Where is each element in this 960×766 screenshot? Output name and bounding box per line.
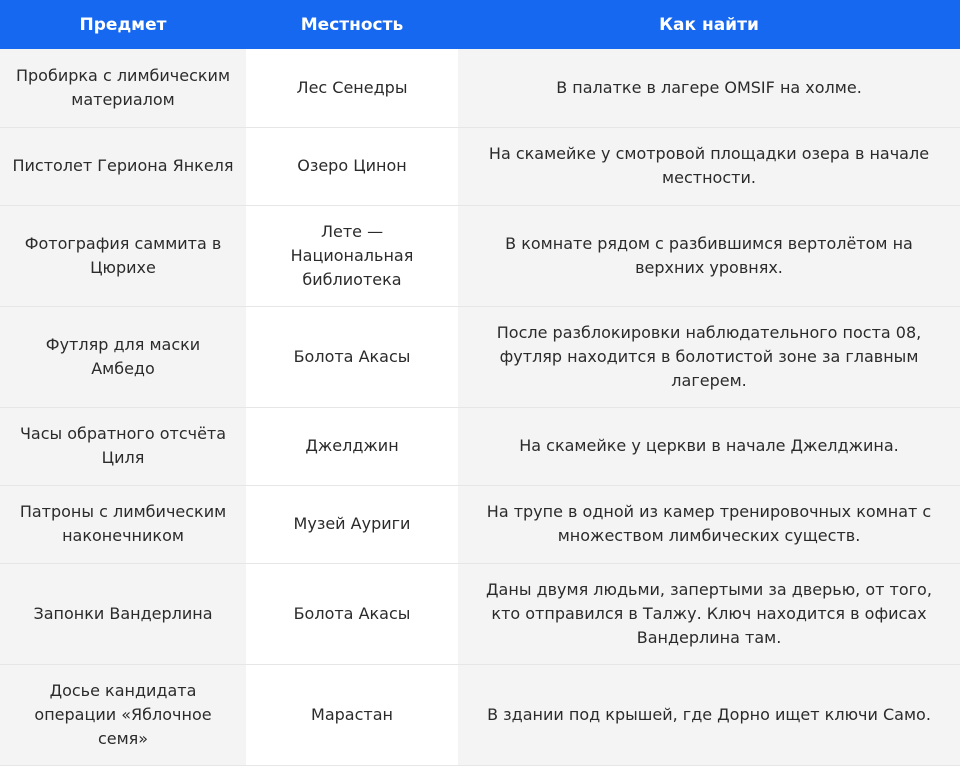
header-item: Предмет [79,14,167,35]
cell-place: Болота Акасы [246,563,458,664]
cell-how: В здании под крышей, где Дорно ищет ключи Само. [458,664,960,765]
cell-how: В палатке в лагере OMSIF на холме. [458,49,960,127]
table-row [0,563,960,664]
cell-item: Досье кандидата операции «Яблочное семя» [0,664,246,765]
table-row [0,485,960,563]
table-row [0,127,960,205]
table-row [0,664,960,765]
table-row [0,49,960,127]
table-row [0,306,960,407]
cell-item: Часы обратного отсчёта Циля [0,407,246,485]
cell-how: На трупе в одной из камер тренировочных комнат с множеством лимбических существ. [458,485,960,563]
cell-how: В комнате рядом с разбившимся вертолётом на верхних уровнях. [458,205,960,306]
cell-how: На скамейке у смотровой площадки озера в начале местности. [458,127,960,205]
table-row [0,407,960,485]
cell-item: Запонки Вандерлина [0,563,246,664]
cell-how: Даны двумя людьми, запертыми за дверью, от того, кто отправился в Талжу. Ключ находится в офисах Вандерлина там. [458,563,960,664]
cell-place: Лес Сенедры [246,49,458,127]
cell-how: После разблокировки наблюдательного поста 08, футляр находится в болотистой зоне за главным лагерем. [458,306,960,407]
table-row [0,205,960,306]
cell-item: Футляр для маски Амбедо [0,306,246,407]
cell-item: Пистолет Гериона Янкеля [0,127,246,205]
cell-place: Болота Акасы [246,306,458,407]
cell-place: Марастан [246,664,458,765]
cell-place: Озеро Цинон [246,127,458,205]
table-header-row [0,0,960,49]
cell-place: Музей Ауриги [246,485,458,563]
cell-item: Пробирка с лимбическим материалом [0,49,246,127]
cell-how: На скамейке у церкви в начале Джелджина. [458,407,960,485]
cell-place: Джелджин [246,407,458,485]
header-how: Как найти [659,14,759,35]
cell-item: Фотография саммита в Цюрихе [0,205,246,306]
header-place: Местность [300,14,404,35]
cell-place: Лете — Национальная библиотека [246,205,458,306]
cell-item: Патроны с лимбическим наконечником [0,485,246,563]
